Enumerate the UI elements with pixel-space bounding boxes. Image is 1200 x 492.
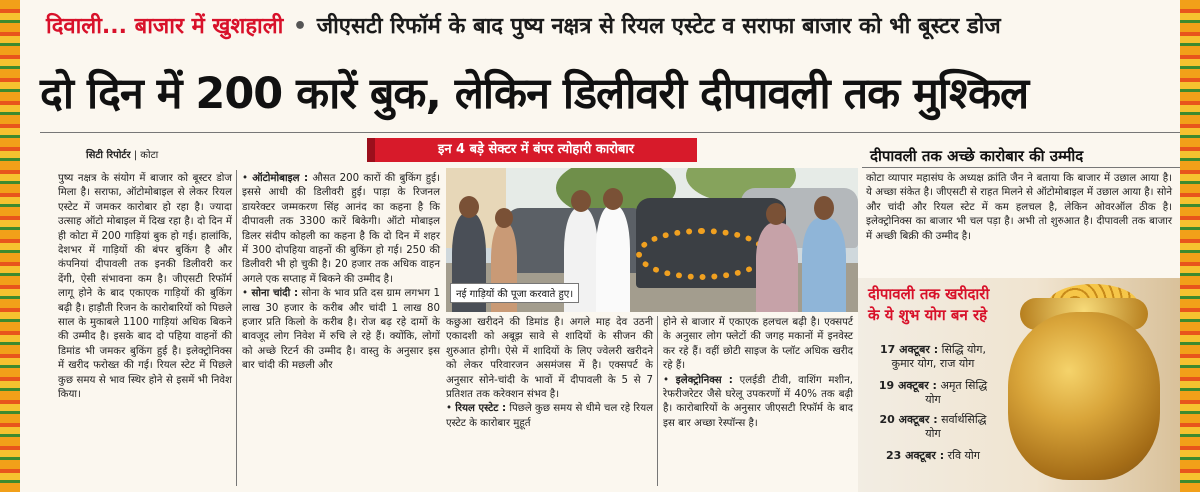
yog-name-cont: योग <box>925 393 941 406</box>
headline: दो दिन में 200 कारें बुक, लेकिन डिलीवरी दीपावली तक मुश्किल <box>40 69 1029 119</box>
side-text: कोटा व्यापार महासंघ के अध्यक्ष क्रांति जैन ने बताया कि बाजार में उछाल आया है। ये अच्छा संकेत है। जीएसटी से राहत मिलने से ऑटोमोबाइल में उछाल आया है। सोने और चांदी और रियल स्टेट में कम हलचल है, लेकिन ओवरऑल ठीक है। इलेक्ट्रोनिक्स का बाजार भी चल पड़ा है। अभी तो शुरुआत है। दीपावली तक बाजार में अच्छी बिक्री की उम्मीद है। <box>866 173 1172 242</box>
photo-person-head <box>603 188 623 210</box>
yog-name-cont: कुमार योग, राज योग <box>891 357 975 370</box>
yog-heading-line-2: के ये शुभ योग बन रहे <box>868 306 988 324</box>
column-rule-3 <box>657 316 658 486</box>
divider <box>40 132 1180 133</box>
yog-heading-line-1: दीपावली तक खरीदारी <box>868 285 990 303</box>
column-1-text: पुष्य नक्षत्र के संयोग में बाजार को बूस्टर डोज मिला है। सराफा, ऑटोमोबाइल से लेकर रियल एस्टेट में जमकर कारोबार हो रहा है। ज्यादा उत्साह ऑटो मोबाइल में दिख रहा है। दो दिन में ही कोटा में 200 गाड़ियां बुक हो गई। हालांकि, देशभर में गाड़ियों की बंपर बुकिंग है और कंपनियां दीपावली तक इनकी डिलीवरी कर देंगी, ऐसी संभावना कम है। जीएसटी रिफॉर्म लागू होने के बाद एकाएक गाड़ियों की बुकिंग बढ़ी है। हाड़ौती रिजन के कारोबारियों को पिछले साल के मुकाबले 1100 गाड़ियां अधिक बिकने की उम्मीद है। इसके बाद दो पहिया वाहनों की डिमांड भी जमकर बुकिंग हुई है। इलेक्ट्रोनिक्स में खरीद फरोख्त की गई। रियल स्टेट में पिछले कुछ समय से भाव स्थिर होने से इसमें भी निवेश किया। <box>58 173 232 401</box>
electronics-text: एलईडी टीवी, वाशिंग मशीन, रेफरीजरेटर जैसे घरेलू उपकरणों में 40% तक बढ़ी है। कारोबारियों के अनुसार जीएसटी रिफॉर्म के बाद इस बार अच्छा रेस्पॉन्स है। <box>663 374 853 429</box>
gold-paragraph: • सोना चांदी : सोना के भाव प्रति दस ग्राम लगभग 1 लाख 30 हजार के करीब और चांदी 1 लाख 80 हजार प्रति किलो के करीब है। रोज बढ़ रहे दामों के बावजूद लोग निवेश में रुचि ले रहे हैं। क्योंकि, लोगों को अच्छे रिटर्न की उम्मीद है। वास्तु के अनुसार इस बार चांदी की मछली और <box>242 288 440 372</box>
estate-text: पिछले कुछ समय से धीमे चल रहे रियल एस्टेट के कारोबार मुहूर्त <box>446 403 654 429</box>
sector-banner: इन 4 बड़े सेक्टर में बंपर त्योहारी कारोबार <box>375 138 697 162</box>
yog-date: 17 अक्टूबर : <box>880 343 939 356</box>
auto-tag: ऑटोमोबाइल : <box>252 173 309 184</box>
yog-name: रवि योग <box>947 449 980 462</box>
photo-person <box>802 218 846 312</box>
byline <box>86 147 158 161</box>
gold-tag: सोना चांदी : <box>251 288 299 300</box>
yog-date: 20 अक्टूबर : <box>879 413 938 426</box>
photo-person-head <box>766 203 786 225</box>
photo-person-head <box>495 208 513 228</box>
column-2 <box>242 172 440 374</box>
yog-item <box>863 413 1003 441</box>
byline-name: सिटी रिपोर्टर <box>86 150 131 161</box>
estate-tag: रियल एस्टेट : <box>455 403 507 415</box>
column-4 <box>663 316 853 431</box>
yog-name-cont: योग <box>925 427 941 440</box>
photo-person-head <box>459 196 479 218</box>
kicker-highlight: दिवाली... बाजार में खुशहाली <box>46 14 284 39</box>
side-column <box>866 172 1172 244</box>
yog-name: सर्वार्थसिद्धि <box>941 413 987 426</box>
gold-pot-image <box>1008 312 1160 480</box>
yog-date: 23 अक्टूबर : <box>886 449 945 462</box>
yog-heading <box>868 284 989 326</box>
electronics-tag: इलेक्ट्रोनिक्स : <box>675 374 733 386</box>
kicker-text: जीएसटी रिफॉर्म के बाद पुष्य नक्षत्र से रियल एस्टेट व सराफा बाजार को भी बूस्टर डोज <box>316 14 1001 39</box>
column-3 <box>446 316 653 431</box>
yog-name: अमृत सिद्धि <box>940 379 988 392</box>
electronics-paragraph: • इलेक्ट्रोनिक्स : एलईडी टीवी, वाशिंग मशीन, रेफरीजरेटर जैसे घरेलू उपकरणों में 40% तक बढ़ी है। कारोबारियों के अनुसार जीएसटी रिफॉर्म के बाद इस बार अच्छा रेस्पॉन्स है। <box>663 374 853 429</box>
yog-name: सिद्धि योग, <box>941 343 986 356</box>
side-divider <box>862 167 1180 168</box>
marigold-garland-left <box>0 0 20 492</box>
gold-text: सोना के भाव प्रति दस ग्राम लगभग 1 लाख 30 हजार के करीब और चांदी 1 लाख 80 हजार प्रति किलो के करीब है। रोज बढ़ रहे दामों के बावजूद लोग निवेश में रुचि ले रहे हैं। क्योंकि, लोगों को अच्छे रिटर्न की उम्मीद है। वास्तु के अनुसार इस बार चांदी की मछली और <box>242 288 440 372</box>
kicker-bullet: • <box>293 14 308 39</box>
yog-item <box>863 343 1003 371</box>
yog-item <box>863 449 1003 463</box>
marigold-garland-right <box>1180 0 1200 492</box>
byline-separator: | <box>133 150 138 161</box>
auto-text: औसत 200 कारों की बुकिंग हुई। इससे आधी की डिलीवरी हुई। पाड़ा के रिजनल डायरेक्टर जम्मकरण सिंह आनंद का कहना है कि दीपावली तक 3300 कारें बिकेगी। ऑटो मोबाइल डिलर संदीप कोहली का कहना है कि दो दिन में शहर में 300 दोपहिया वाहनों की बुकिंग हो गई। 250 की डिलीवरी भी हो चुकी है। 20 हजार तक अधिक वाहन अगले एक सप्ताह में बिकने की उम्मीद है। <box>242 173 440 285</box>
photo-garland <box>636 228 768 280</box>
photo-caption: नई गाड़ियों की पूजा करवाते हुए। <box>450 283 579 303</box>
photo-person-head <box>814 196 834 220</box>
side-heading: दीपावली तक अच्छे कारोबार की उम्मीद <box>870 147 1084 165</box>
byline-city: कोटा <box>140 150 159 161</box>
kicker <box>46 10 1001 40</box>
auto-paragraph: • ऑटोमोबाइल : औसत 200 कारों की बुकिंग हुई। इससे आधी की डिलीवरी हुई। पाड़ा के रिजनल डायरेक्टर जम्मकरण सिंह आनंद का कहना है कि दीपावली तक 3300 कारें बिकेगी। ऑटो मोबाइल डिलर संदीप कोहली का कहना है कि दो दिन में शहर में 300 दोपहिया वाहनों की बुकिंग हो गई। 250 की डिलीवरी भी हो चुकी है। 20 हजार तक अधिक वाहन अगले एक सप्ताह में बिकने की उम्मीद है। <box>242 173 440 285</box>
yog-item <box>863 379 1003 407</box>
column-4-text: होने से बाजार में एकाएक हलचल बढ़ी है। एक्सपर्ट के अनुसार लोग फ्लेटों की जगह मकानों में इनवेस्ट कर रहे हैं। वहीं छोटी साइज के प्लॉट अधिक खरीद रहे हैं। <box>663 317 853 372</box>
photo-person-head <box>571 190 591 212</box>
column-3-text: कछुआ खरीदने की डिमांड है। अगले माह देव उठनी एकादशी को अबूझ सावे से शादियों के सीजन की शुरुआत होगी। ऐसे में शादियों के लिए ज्वेलरी खरीदने को लेकर परिवारजन असमंजस में है। एक्सपर्ट के अनुसार सोने-चांदी के भावों में दीपावली के 5 से 7 प्रतिशत तक करेक्शन संभव है। <box>446 317 653 401</box>
photo-person <box>596 206 630 312</box>
column-1 <box>58 172 232 403</box>
photo-person <box>756 223 798 312</box>
column-rule-1 <box>236 170 237 486</box>
estate-paragraph: • रियल एस्टेट : पिछले कुछ समय से धीमे चल रहे रियल एस्टेट के कारोबार मुहूर्त <box>446 403 654 429</box>
yog-date: 19 अक्टूबर : <box>878 379 937 392</box>
